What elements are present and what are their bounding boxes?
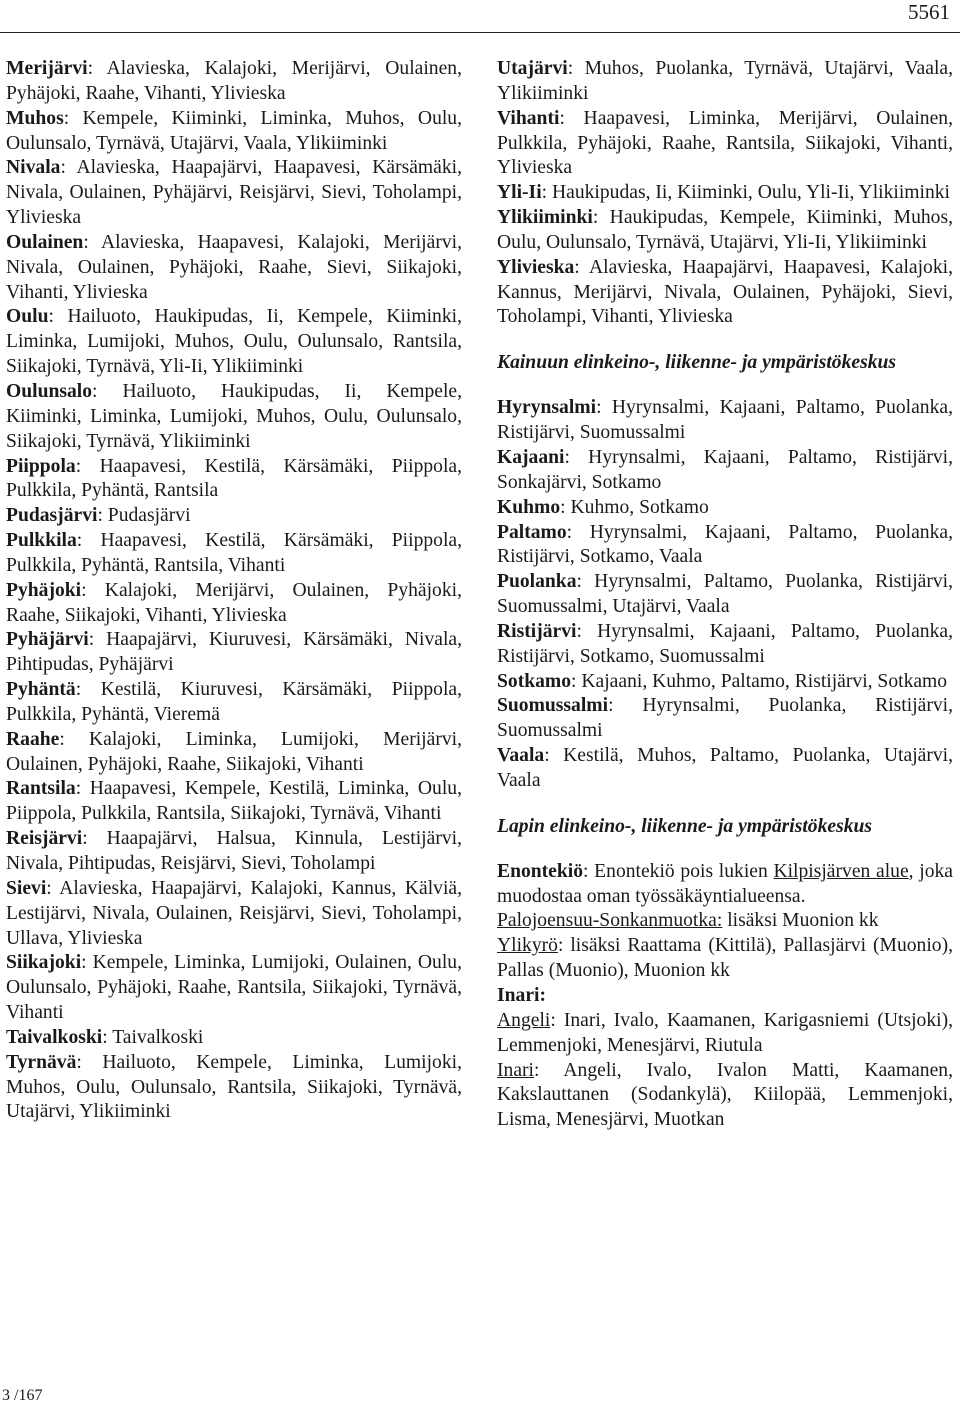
municipality-entry [497, 206, 953, 256]
municipality-entry [6, 951, 462, 1026]
municipality-entry [6, 529, 462, 579]
entry-text: : Alavieska, Haapajärvi, Haapavesi, Kärsämäki, Nivala, Oulainen, Pyhäjärvi, Reisjärvi, Sievi, Toholampi, Ylivieska [6, 157, 462, 229]
lappi-heading: Lapin elinkeino-, liikenne- ja ympäristökeskus [497, 815, 873, 837]
entry-text: : Haapajärvi, Kiuruvesi, Kärsämäki, Nivala, Pihtipudas, Pyhäjärvi [6, 629, 462, 676]
municipality-entry [497, 256, 953, 331]
entry-name: Oulainen [6, 231, 84, 253]
entry-name: Pulkkila [6, 530, 77, 552]
municipality-entry [497, 670, 953, 695]
entry-text: : Haapavesi, Kestilä, Kärsämäki, Piippola, Pulkkila, Pyhäntä, Rantsila, Vihanti [6, 530, 462, 576]
municipality-entry [6, 380, 462, 455]
entry-text: : Hailuoto, Kempele, Liminka, Lumijoki, Muhos, Oulu, Oulunsalo, Rantsila, Siikajoki, Tyrnävä, Utajärvi, Ylikiiminki [6, 1051, 462, 1123]
entry-name: Sotkamo [497, 670, 572, 692]
entry-name: Tyrnävä [6, 1051, 77, 1073]
entry-text: : Kempele, Liminka, Lumijoki, Oulainen, Oulu, Oulunsalo, Pyhäjoki, Raahe, Rantsila, Siikajoki, Tyrnävä, Vihanti [6, 952, 462, 1024]
entry-name: Pyhäjoki [6, 579, 82, 601]
entry-text: : Haapavesi, Kempele, Kestilä, Liminka, Oulu, Piippola, Pulkkila, Rantsila, Siikajoki, Tyrnävä, Vihanti [6, 778, 462, 825]
municipality-entry [6, 57, 462, 107]
inari-sub-entry [497, 1059, 953, 1134]
enontekio-entry [497, 860, 953, 910]
header-rule [0, 32, 960, 33]
kainuu-entries [497, 396, 953, 794]
entry-underlined: Ylikyrö [497, 935, 558, 957]
entry-text: : Hyrynsalmi, Kajaani, Paltamo, Puolanka, Ristijärvi, Suomussalmi [497, 397, 953, 444]
entry-text: : Kempele, Kiiminki, Liminka, Muhos, Oulu, Oulunsalo, Tyrnävä, Utajärvi, Vaala, Ylikiiminki [6, 107, 462, 154]
entry-name: Enontekiö [497, 860, 584, 882]
entry-name: Kuhmo [497, 496, 561, 518]
municipality-entry [497, 496, 953, 521]
entry-name: Sievi [6, 877, 47, 899]
entry-text: : Kestilä, Kiuruvesi, Kärsämäki, Piippola, Pulkkila, Pyhäntä, Vieremä [6, 679, 462, 725]
entry-underlined: Kilpisjärven alue [773, 860, 909, 882]
municipality-entry [497, 744, 953, 794]
entry-text: : Haapavesi, Liminka, Merijärvi, Oulainen, Pulkkila, Pyhäjoki, Raahe, Rantsila, Siikajoki, Vihanti, Ylivieska [497, 107, 953, 179]
municipality-entry [6, 1051, 462, 1126]
entry-text: : Haapavesi, Kestilä, Kärsämäki, Piippola, Pulkkila, Pyhäntä, Rantsila [6, 455, 462, 502]
municipality-entry [497, 570, 953, 620]
entry-text: : Hyrynsalmi, Puolanka, Ristijärvi, Suomussalmi [497, 695, 953, 742]
entry-name: Muhos [6, 107, 64, 129]
entry-name: Ylikiiminki [497, 207, 593, 229]
municipality-entry [6, 678, 462, 728]
entry-name: Paltamo [497, 521, 567, 543]
entry-name: Pyhäjärvi [6, 629, 89, 651]
entry-text: : Hyrynsalmi, Kajaani, Paltamo, Ristijärvi, Sonkajärvi, Sotkamo [497, 446, 953, 493]
ylikyro-entry [497, 934, 953, 984]
entry-text: : Hyrynsalmi, Kajaani, Paltamo, Puolanka, Ristijärvi, Sotkamo, Suomussalmi [497, 620, 953, 667]
kainuu-heading: Kainuun elinkeino-, liikenne- ja ympäristökeskus [497, 352, 897, 374]
entry-text: : Haapajärvi, Halsua, Kinnula, Lestijärvi, Nivala, Pihtipudas, Reisjärvi, Sievi, Toholampi [6, 828, 462, 874]
entry-underlined: Angeli [497, 1009, 551, 1031]
municipality-entry [497, 694, 953, 744]
entry-name: Raahe [6, 728, 60, 750]
entry-name: Ylivieska [497, 256, 575, 278]
entry-name: Utajärvi [497, 58, 568, 79]
entry-text: : Kalajoki, Merijärvi, Oulainen, Pyhäjoki, Raahe, Siikajoki, Vihanti, Ylivieska [6, 579, 462, 626]
entry-text: : Hyrynsalmi, Kajaani, Paltamo, Puolanka, Ristijärvi, Sotkamo, Vaala [497, 521, 953, 568]
angeli-entry [497, 1009, 953, 1059]
municipality-entry [497, 446, 953, 496]
entry-text: : Kajaani, Kuhmo, Paltamo, Ristijärvi, Sotkamo [571, 670, 948, 692]
municipality-entry [6, 1026, 462, 1051]
entry-underlined: Palojoensuu-Sonkanmuotka: [497, 910, 723, 932]
entry-text: : Alavieska, Kalajoki, Merijärvi, Oulainen, Pyhäjoki, Raahe, Vihanti, Ylivieska [6, 58, 462, 104]
footer-page-ref: 3 /167 [2, 1387, 43, 1404]
municipality-entry [497, 521, 953, 571]
entry-name: Kajaani [497, 446, 565, 468]
municipality-entry [497, 396, 953, 446]
entry-text: : Hyrynsalmi, Paltamo, Puolanka, Ristijärvi, Suomussalmi, Utajärvi, Vaala [497, 571, 953, 618]
entry-text: : Alavieska, Haapajärvi, Haapavesi, Kalajoki, Kannus, Merijärvi, Nivala, Oulainen, Pyhäjoki, Sievi, Toholampi, Vihanti, Ylivieska [497, 256, 953, 328]
left-column [6, 57, 462, 1125]
entry-name: Vihanti [497, 107, 560, 129]
entry-name: Yli-Ii [497, 182, 542, 204]
entry-text: : Pudasjärvi [97, 505, 191, 527]
entry-text: : Haukipudas, Ii, Kiiminki, Oulu, Yli-Ii, Ylikiiminki [541, 182, 950, 204]
page-number: 5561 [908, 0, 950, 24]
entry-name: Rantsila [6, 778, 76, 800]
entry-name: Merijärvi [6, 58, 88, 79]
entry-name: Pyhäntä [6, 679, 76, 701]
entry-text: : Alavieska, Haapajärvi, Kalajoki, Kannus, Kälviä, Lestijärvi, Nivala, Oulainen, Reisjärvi, Sievi, Toholampi, Ullava, Ylivieska [6, 877, 462, 949]
entry-name: Siikajoki [6, 952, 82, 974]
entry-text: : Muhos, Puolanka, Tyrnävä, Utajärvi, Vaala, Ylikiiminki [497, 58, 953, 104]
municipality-entry [497, 107, 953, 182]
municipality-entry [6, 305, 462, 380]
right-column [497, 57, 953, 1133]
municipality-entry [6, 628, 462, 678]
entry-name: Puolanka [497, 571, 577, 593]
entry-text: : Angeli, Ivalo, Ivalon Matti, Kaamanen, Kakslauttanen (Sodankylä), Kiilopää, Lemmenjoki, Lisma, Menesjärvi, Muotkan [497, 1059, 953, 1131]
right-entries [497, 57, 953, 330]
entry-text: : Taivalkoski [102, 1026, 204, 1048]
municipality-entry [6, 107, 462, 157]
municipality-entry [6, 231, 462, 306]
entry-text: : Alavieska, Haapavesi, Kalajoki, Merijärvi, Nivala, Oulainen, Pyhäjoki, Raahe, Sievi, Siikajoki, Vihanti, Ylivieska [6, 231, 462, 303]
entry-name: Nivala [6, 157, 61, 179]
municipality-entry [6, 877, 462, 952]
entry-name: Suomussalmi [497, 695, 609, 717]
municipality-entry [497, 57, 953, 107]
entry-text: : Kuhmo, Sotkamo [560, 496, 709, 518]
entry-text: , joka muodostaa oman työssäkäyntialueensa. [497, 860, 953, 907]
entry-text: : Hailuoto, Haukipudas, Ii, Kempele, Kiiminki, Liminka, Lumijoki, Muhos, Oulu, Oulunsalo, Siikajoki, Tyrnävä, Ylikiiminki [6, 380, 462, 452]
entry-name: Piippola [6, 455, 76, 477]
inari-label: Inari: [497, 985, 546, 1006]
entry-underlined: Inari [497, 1059, 534, 1081]
entry-text: : Haukipudas, Kempele, Kiiminki, Muhos, Oulu, Oulunsalo, Tyrnävä, Utajärvi, Yli-Ii, Ylikiiminki [497, 207, 953, 253]
palojoensuu-entry [497, 909, 953, 934]
entry-name: Ristijärvi [497, 620, 577, 642]
entry-name: Vaala [497, 745, 545, 767]
entry-text: : Inari, Ivalo, Kaamanen, Karigasniemi (Utsjoki), Lemmenjoki, Menesjärvi, Riutula [497, 1009, 953, 1056]
entry-name: Oulu [6, 306, 49, 328]
entry-name: Pudasjärvi [6, 505, 98, 527]
entry-text: : Hailuoto, Haukipudas, Ii, Kempele, Kiiminki, Liminka, Lumijoki, Muhos, Oulu, Oulunsalo, Rantsila, Siikajoki, Tyrnävä, Yli-Ii, Ylikiiminki [6, 306, 462, 378]
municipality-entry [6, 827, 462, 877]
entry-name: Taivalkoski [6, 1026, 103, 1048]
municipality-entry [6, 728, 462, 778]
entry-name: Oulunsalo [6, 380, 93, 402]
municipality-entry [6, 156, 462, 231]
municipality-entry [6, 777, 462, 827]
entry-text: : Kestilä, Muhos, Paltamo, Puolanka, Utajärvi, Vaala [497, 745, 953, 791]
entry-text: : lisäksi Raattama (Kittilä), Pallasjärvi (Muonio), Pallas (Muonio), Muonion kk [497, 935, 953, 982]
municipality-entry [6, 579, 462, 629]
municipality-entry [497, 620, 953, 670]
municipality-entry [6, 455, 462, 505]
entry-name: Hyrynsalmi [497, 397, 597, 419]
municipality-entry [497, 181, 953, 206]
municipality-entry [6, 504, 462, 529]
entry-name: Reisjärvi [6, 828, 83, 850]
entry-text: : Enontekiö pois lukien [583, 860, 774, 882]
entry-text: : Kalajoki, Liminka, Lumijoki, Merijärvi, Oulainen, Pyhäjoki, Raahe, Siikajoki, Vihanti [6, 728, 462, 775]
entry-text: lisäksi Muonion kk [722, 910, 879, 932]
